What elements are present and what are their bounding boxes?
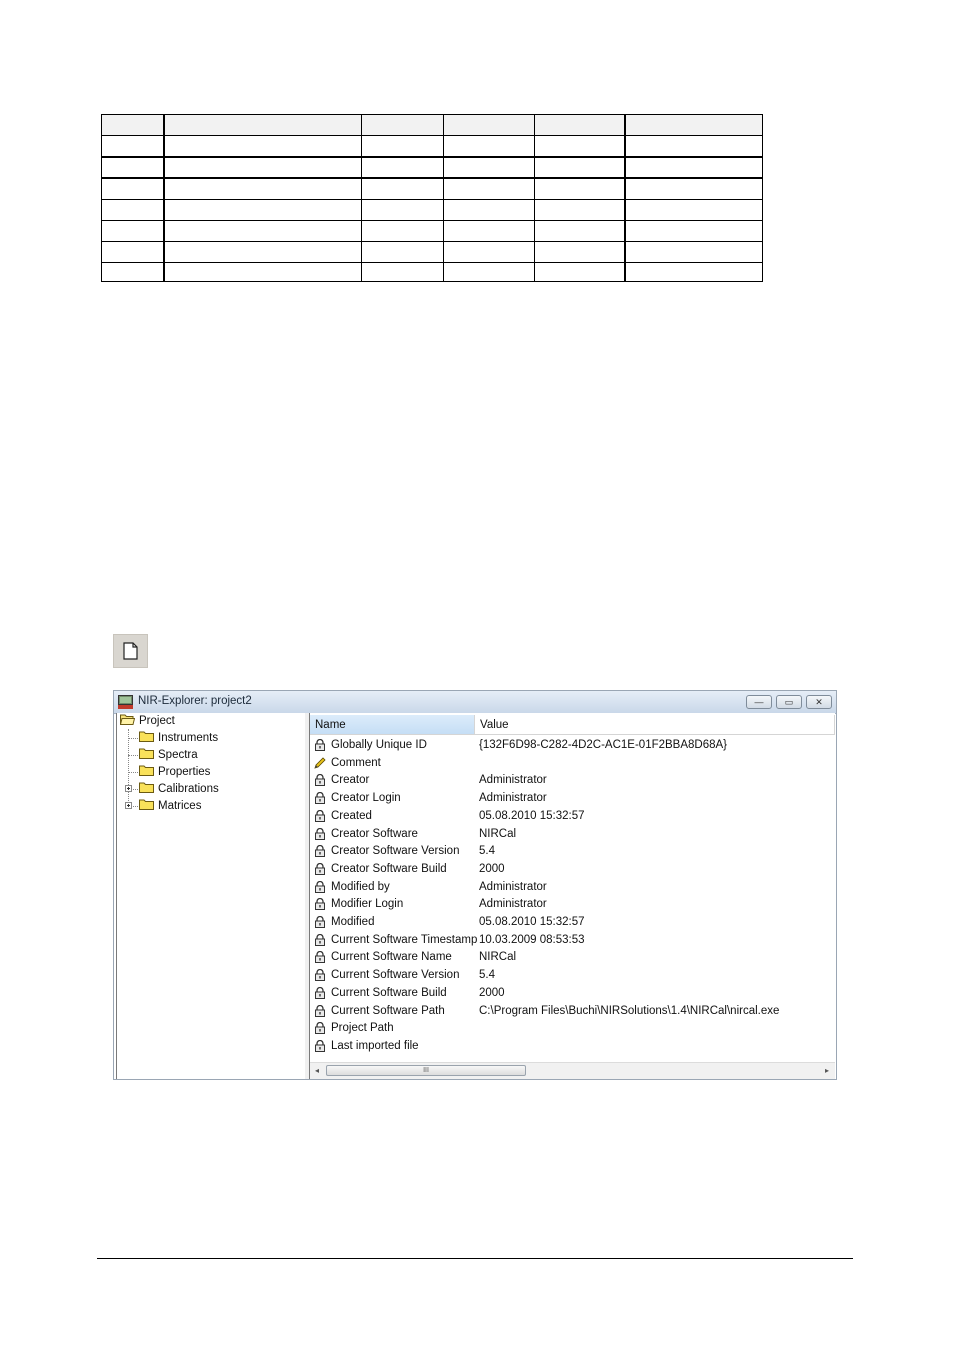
tree-item-label: Spectra xyxy=(158,749,198,761)
table-col-divider xyxy=(624,115,626,281)
table-row[interactable] xyxy=(310,1003,835,1020)
table-row[interactable] xyxy=(310,772,835,789)
property-name: Modified by xyxy=(331,880,390,893)
folder-icon xyxy=(139,799,154,810)
property-name: Creator xyxy=(331,774,370,787)
tree-item-matrices[interactable] xyxy=(139,798,201,814)
table-row[interactable] xyxy=(310,826,835,843)
property-value: Administrator xyxy=(479,792,547,805)
lock-icon xyxy=(314,969,326,981)
property-name: Current Software Timestamp xyxy=(331,933,478,946)
table-header-row xyxy=(102,115,762,136)
tree-connector xyxy=(128,772,138,773)
property-value: {132F6D98-C282-4D2C-AC1E-01F2BBA8D68A} xyxy=(479,739,728,751)
tree-item-spectra[interactable] xyxy=(139,747,198,763)
expand-calibrations-icon[interactable] xyxy=(125,785,132,792)
lock-icon xyxy=(314,916,326,928)
property-value: 10.03.2009 08:53:53 xyxy=(479,933,585,946)
table-row-divider xyxy=(102,220,762,221)
table-row[interactable] xyxy=(310,808,835,825)
horizontal-scrollbar[interactable] xyxy=(310,1062,835,1079)
table-row-divider xyxy=(102,156,762,158)
lock-icon xyxy=(314,863,326,875)
property-name: Current Software Build xyxy=(331,986,447,999)
property-value: Administrator xyxy=(479,880,547,893)
scroll-left-icon[interactable]: ◂ xyxy=(315,1066,320,1075)
table-row[interactable] xyxy=(310,861,835,878)
table-row-divider xyxy=(102,199,762,200)
property-name: Current Software Version xyxy=(331,969,460,982)
property-value: 5.4 xyxy=(479,969,495,982)
table-row[interactable] xyxy=(310,967,835,984)
table-col-divider xyxy=(361,115,362,281)
tree-connector xyxy=(128,755,138,756)
tree-item-label: Calibrations xyxy=(158,783,219,795)
minimize-icon: — xyxy=(754,697,764,707)
table-row[interactable] xyxy=(310,755,835,772)
tree-item-calibrations[interactable] xyxy=(139,781,219,797)
lock-icon xyxy=(314,1005,326,1017)
new-document-icon xyxy=(123,642,139,660)
title-bar[interactable] xyxy=(114,691,836,714)
lock-icon xyxy=(314,845,326,857)
property-value: 2000 xyxy=(479,862,505,875)
property-name: Project Path xyxy=(331,1022,394,1035)
table-row[interactable] xyxy=(310,879,835,896)
tree-item-properties[interactable] xyxy=(139,764,210,780)
lock-icon xyxy=(314,810,326,822)
table-col-divider xyxy=(534,115,535,281)
property-value: 05.08.2010 15:32:57 xyxy=(479,809,585,822)
property-value: NIRCal xyxy=(479,827,517,840)
property-name: Modifier Login xyxy=(331,898,404,911)
property-value: 5.4 xyxy=(479,845,495,858)
tree-item-instruments[interactable] xyxy=(139,730,218,746)
property-name: Creator Software Build xyxy=(331,862,447,875)
table-col-divider xyxy=(163,115,165,281)
lock-icon xyxy=(314,881,326,893)
tree-item-label: Matrices xyxy=(158,800,202,812)
property-value: Administrator xyxy=(479,898,547,911)
nir-explorer-window xyxy=(113,690,837,1080)
folder-icon xyxy=(139,748,154,759)
scroll-thumb[interactable] xyxy=(326,1065,526,1076)
pencil-icon xyxy=(314,757,326,769)
table-row-divider xyxy=(102,241,762,242)
table-row[interactable] xyxy=(310,1020,835,1037)
new-document-button[interactable] xyxy=(113,634,148,668)
property-name: Last imported file xyxy=(331,1039,419,1052)
lock-icon xyxy=(314,987,326,999)
tree-item-label: Instruments xyxy=(158,732,219,744)
lock-icon xyxy=(314,774,326,786)
property-name: Creator Login xyxy=(331,792,401,805)
tree-item-label: Properties xyxy=(158,766,211,778)
property-name: Globally Unique ID xyxy=(331,739,427,751)
folder-icon xyxy=(139,731,154,742)
table-row[interactable] xyxy=(310,949,835,966)
footer-rule xyxy=(97,1258,853,1259)
tree-connector xyxy=(128,738,138,739)
property-value: NIRCal xyxy=(479,951,517,964)
open-folder-icon xyxy=(120,714,135,725)
minimize-button[interactable] xyxy=(746,695,772,709)
table-col-divider xyxy=(443,115,444,281)
lock-icon xyxy=(314,1040,326,1052)
window-title: NIR-Explorer: project2 xyxy=(138,695,252,707)
table-row[interactable] xyxy=(310,932,835,949)
property-value: C:\Program Files\Buchi\NIRSolutions\1.4\NIRCal\nircal.exe xyxy=(479,1004,780,1017)
property-value: Administrator xyxy=(479,774,547,787)
scroll-grip-icon: III xyxy=(423,1067,429,1074)
table-row[interactable] xyxy=(310,790,835,807)
tree-item-label: Project xyxy=(139,715,175,727)
close-icon: ✕ xyxy=(815,697,823,707)
folder-icon xyxy=(139,765,154,776)
tree-item-project[interactable] xyxy=(120,713,175,729)
table-row[interactable] xyxy=(310,1038,835,1055)
table-row-divider xyxy=(102,135,762,136)
lock-icon xyxy=(314,898,326,910)
lock-icon xyxy=(314,934,326,946)
property-name: Created xyxy=(331,809,372,822)
property-list[interactable] xyxy=(310,713,835,1079)
table-row[interactable] xyxy=(310,843,835,860)
property-name: Modified xyxy=(331,916,375,928)
lock-icon xyxy=(314,739,326,751)
property-name: Current Software Name xyxy=(331,951,452,964)
folder-icon xyxy=(139,782,154,793)
property-value: 2000 xyxy=(479,986,505,999)
property-name: Creator Software xyxy=(331,827,418,840)
empty-table xyxy=(101,114,763,282)
tree-connector xyxy=(128,729,129,805)
lock-icon xyxy=(314,1022,326,1034)
lock-icon xyxy=(314,951,326,963)
property-value: 05.08.2010 15:32:57 xyxy=(479,916,585,928)
restore-icon: ▭ xyxy=(784,697,794,707)
table-row-divider xyxy=(102,177,762,179)
restore-button[interactable] xyxy=(776,695,802,709)
property-name: Current Software Path xyxy=(331,1004,445,1017)
table-row[interactable] xyxy=(310,896,835,913)
close-button[interactable] xyxy=(806,695,832,709)
property-name: Comment xyxy=(331,756,381,769)
table-row[interactable] xyxy=(310,737,835,754)
scroll-right-icon[interactable]: ▸ xyxy=(824,1066,829,1075)
column-header-name[interactable]: Name xyxy=(310,715,475,735)
expand-matrices-icon[interactable] xyxy=(125,802,132,809)
column-header-value[interactable]: Value xyxy=(475,715,835,735)
property-name: Creator Software Version xyxy=(331,845,460,858)
nir-app-icon xyxy=(118,695,133,709)
table-row[interactable] xyxy=(310,985,835,1002)
table-row[interactable] xyxy=(310,914,835,931)
project-tree[interactable] xyxy=(116,713,306,1079)
lock-icon xyxy=(314,792,326,804)
table-row-divider xyxy=(102,262,762,263)
lock-icon xyxy=(314,828,326,840)
